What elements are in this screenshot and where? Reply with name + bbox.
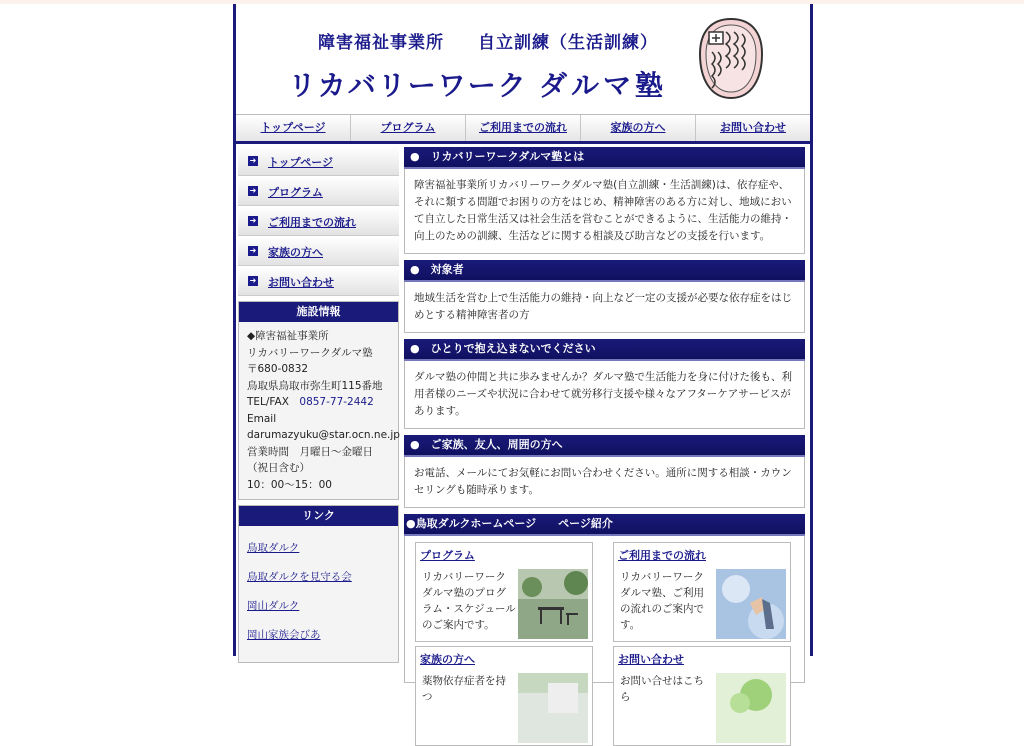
- facility-info: [239, 322, 398, 499]
- link-okayama-darc[interactable]: 岡山ダルク: [247, 600, 300, 612]
- sidebar: [238, 147, 399, 663]
- card-family[interactable]: [415, 646, 593, 746]
- card-program[interactable]: [415, 542, 593, 642]
- tel-label: TEL/FAX: [247, 396, 289, 408]
- card-title[interactable]: プログラム: [420, 549, 475, 562]
- topnav-flow[interactable]: ご利用までの流れ: [466, 115, 581, 141]
- arrow-right-icon: ➜: [249, 276, 257, 285]
- card-desc: 薬物依存症者を持つ: [422, 675, 506, 703]
- pages-heading: ●鳥取ダルクホームページ ページ紹介: [404, 514, 805, 536]
- topnav-home[interactable]: トップページ: [236, 115, 351, 141]
- header-title-right: ダルマ塾: [539, 69, 668, 102]
- links-heading: リンク: [239, 506, 398, 526]
- arrow-right-icon: ➜: [249, 216, 257, 225]
- sidenav-link[interactable]: ご利用までの流れ: [268, 216, 356, 229]
- tel-link[interactable]: 0857-77-2442: [299, 396, 374, 408]
- section-title: リカバリーワークダルマ塾とは: [430, 150, 585, 163]
- card-desc: お問い合せはこちら: [620, 675, 704, 703]
- page-cards: [404, 536, 805, 703]
- section-body-target: 地域生活を営む上で生活能力の維持・向上など一定の支援が必要な依存症をはじめとする精神障害者の方: [404, 282, 805, 333]
- card-title[interactable]: 家族の方へ: [420, 653, 475, 666]
- section-body-family: お電話、メールにてお気軽にお問い合わせください。通所に関する相談・カウンセリングも随時承ります。: [404, 457, 805, 508]
- sidenav-item-program[interactable]: [238, 177, 399, 206]
- facility-heading: 施設情報: [239, 302, 398, 322]
- facility-line: ◆障害福祉事業所: [247, 330, 329, 342]
- page-container: [233, 4, 813, 703]
- sidenav-item-contact[interactable]: [238, 267, 399, 296]
- link-tottori-darc-support[interactable]: 鳥取ダルクを見守る会: [247, 571, 352, 583]
- facility-box: [238, 301, 399, 500]
- sidenav-link[interactable]: プログラム: [268, 186, 323, 199]
- section-title: ひとりで抱え込まないでください: [430, 342, 596, 355]
- sky-hand-photo: [716, 569, 786, 639]
- email-value: darumazyuku@star.ocn.ne.jp: [247, 429, 400, 441]
- card-flow[interactable]: [613, 542, 791, 642]
- hours-time: 10：00～15：00: [247, 478, 332, 491]
- sidenav-link[interactable]: お問い合わせ: [268, 276, 334, 289]
- card-contact[interactable]: [613, 646, 791, 746]
- leaf-photo: [716, 673, 786, 743]
- arrow-right-icon: ➜: [249, 186, 257, 195]
- facility-tel-row: [247, 394, 390, 411]
- section-heading-about: ● リカバリーワークダルマ塾とは: [404, 147, 805, 169]
- links-list: [239, 526, 398, 662]
- header-title-left: リカバリーワーク: [288, 69, 528, 102]
- link-tottori-darc[interactable]: 鳥取ダルク: [247, 542, 300, 554]
- links-box: [238, 505, 399, 663]
- sidenav-link[interactable]: 家族の方へ: [268, 246, 323, 259]
- sidenav-item-flow[interactable]: [238, 207, 399, 236]
- arrow-right-icon: ➜: [249, 246, 257, 255]
- sidenav-item-family[interactable]: [238, 237, 399, 266]
- card-desc: リカバリーワークダルマ塾、ご利用の流れのご案内です。: [620, 571, 704, 631]
- sidenav-item-home[interactable]: [238, 147, 399, 176]
- topnav-program[interactable]: プログラム: [351, 115, 466, 141]
- topnav-family[interactable]: 家族の方へ: [581, 115, 696, 141]
- section-title: 対象者: [430, 263, 464, 276]
- topnav-contact[interactable]: お問い合わせ: [720, 121, 786, 134]
- facility-name: リカバリーワークダルマ塾: [247, 346, 373, 359]
- card-title[interactable]: お問い合わせ: [618, 653, 684, 666]
- hours-label: 営業時間 月曜日～金曜日: [247, 445, 373, 458]
- email-label: Email: [247, 412, 277, 425]
- facility-address: 鳥取県鳥取市弥生町115番地: [247, 379, 383, 392]
- facility-zip: 〒680-0832: [247, 363, 309, 375]
- section-heading-target: ● 対象者: [404, 260, 805, 282]
- arrow-right-icon: ➜: [249, 156, 257, 165]
- side-nav: [238, 147, 399, 296]
- garden-photo: [518, 569, 588, 639]
- hours-note: （祝日含む）: [247, 462, 310, 474]
- section-body-alone: ダルマ塾の仲間と共に歩みませんか？ダルマ塾で生活能力を身に付けた後も、利用者様のニーズや状況に合わせて就労移行支援や様々なアフターケアサービスがあります。: [404, 361, 805, 429]
- house-photo: [518, 673, 588, 743]
- section-body-about: 障害福祉事業所リカバリーワークダルマ塾(自立訓練・生活訓練)は、依存症や、それに類する問題でお困りの方をはじめ、精神障害のある方に対し、地域において自立した日常生活又は社会生活を営むことができるように、生活能力の維持・向上のための訓練、生活などに関する相談及び助言などの支援を行います。: [404, 169, 805, 254]
- section-title: ご家族、友人、周囲の方へ: [430, 438, 563, 451]
- link-okayama-family[interactable]: 岡山家族会びあ: [247, 629, 321, 641]
- card-desc: リカバリーワークダルマ塾のプログラム・スケジュールのご案内です。: [422, 571, 516, 631]
- card-title[interactable]: ご利用までの流れ: [618, 549, 706, 562]
- header-subtitle-right: 自立訓練（生活訓練）: [478, 33, 658, 53]
- top-nav: [236, 114, 810, 144]
- header-subtitle-left: 障害福祉事業所: [318, 33, 444, 53]
- site-header: [236, 4, 810, 114]
- section-heading-family: ● ご家族、友人、周囲の方へ: [404, 435, 805, 457]
- sidenav-link[interactable]: トップページ: [268, 156, 334, 169]
- daruma-logo: [696, 16, 766, 102]
- main-content: [404, 147, 805, 703]
- section-heading-alone: ● ひとりで抱え込まないでください: [404, 339, 805, 361]
